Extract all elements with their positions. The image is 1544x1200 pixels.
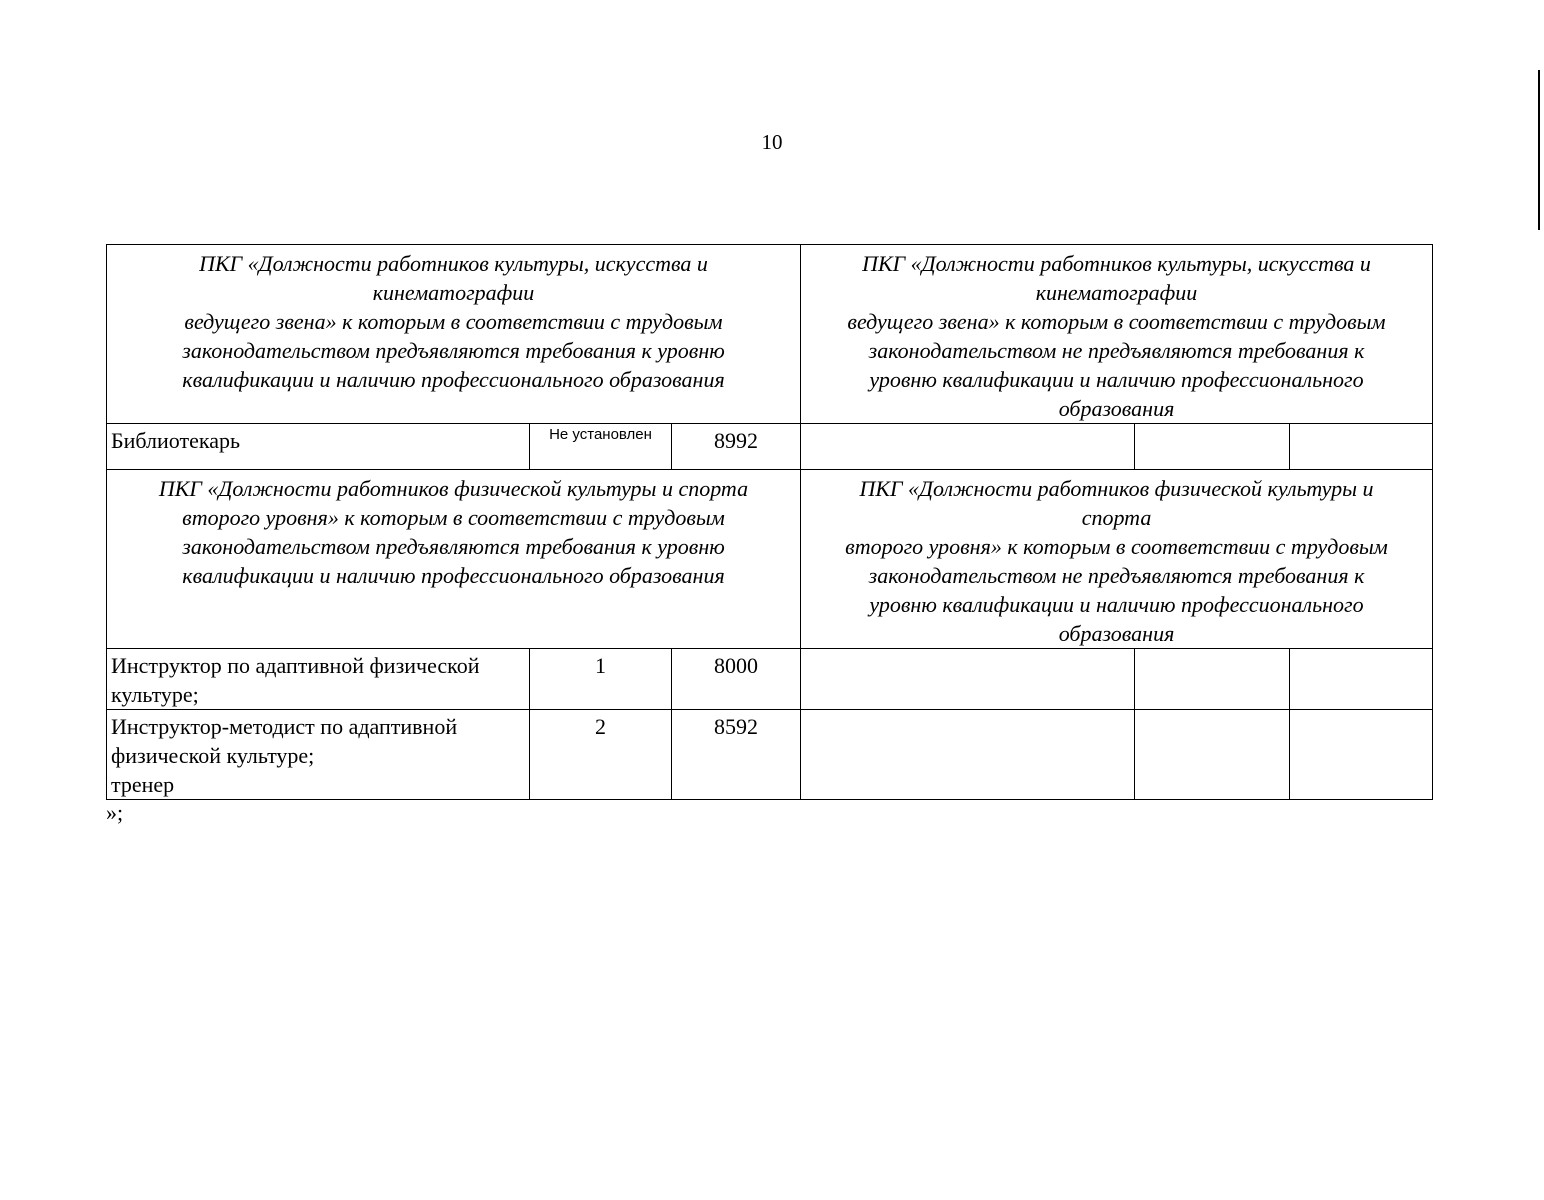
- scan-edge-line: [1538, 70, 1540, 230]
- salary-value: 8992: [714, 428, 758, 453]
- group-header-right: [801, 470, 1433, 649]
- qualification-level-cell: [530, 710, 672, 800]
- empty-cell: [1135, 710, 1290, 800]
- empty-cell: [1135, 424, 1290, 470]
- qualification-level-cell: [530, 424, 672, 470]
- group-header-row: [107, 245, 1433, 424]
- table-row: [107, 710, 1433, 800]
- qualification-level: 2: [595, 714, 606, 739]
- empty-cell: [801, 710, 1135, 800]
- qualification-level-cell: [530, 649, 672, 710]
- group-header-row: [107, 470, 1433, 649]
- group-header-left-text: ПКГ «Должности работников культуры, искусства и кинематографии ведущего звена» к которым в соответствии с трудовым законодательством предъявляются требования к уровню квалификации и наличию профессионального образования: [182, 251, 725, 392]
- closing-quote-mark: »;: [106, 800, 124, 825]
- table-row: [107, 424, 1433, 470]
- empty-cell: [1290, 710, 1433, 800]
- group-header-right-text: ПКГ «Должности работников физической культуры и спорта второго уровня» к которым в соответствии с трудовым законодательством не предъявляются требования к уровню квалификации и наличию профессионального образования: [845, 476, 1388, 646]
- salary-cell: [672, 710, 801, 800]
- empty-cell: [801, 424, 1135, 470]
- position-name: Библиотекарь: [111, 428, 241, 453]
- position-name-cell: [107, 649, 530, 710]
- group-header-left-text: ПКГ «Должности работников физической культуры и спорта второго уровня» к которым в соответствии с трудовым законодательством предъявляются требования к уровню квалификации и наличию профессионального образования: [158, 476, 749, 588]
- salary-value: 8592: [714, 714, 758, 739]
- salary-cell: [672, 649, 801, 710]
- group-header-right: [801, 245, 1433, 424]
- page-number: 10: [761, 130, 783, 154]
- position-name: Инструктор по адаптивной физической культуре;: [111, 653, 480, 707]
- salary-cell: [672, 424, 801, 470]
- empty-cell: [1290, 649, 1433, 710]
- position-name: Инструктор-методист по адаптивной физической культуре; тренер: [111, 714, 458, 797]
- position-name-cell: [107, 710, 530, 800]
- empty-cell: [1290, 424, 1433, 470]
- empty-cell: [1135, 649, 1290, 710]
- qualification-level: 1: [595, 653, 606, 678]
- salary-table: [106, 244, 1433, 800]
- group-header-left: [107, 470, 801, 649]
- group-header-left: [107, 245, 801, 424]
- table-row: [107, 649, 1433, 710]
- empty-cell: [801, 649, 1135, 710]
- qualification-level: Не установлен: [549, 426, 652, 443]
- salary-value: 8000: [714, 653, 758, 678]
- group-header-right-text: ПКГ «Должности работников культуры, искусства и кинематографии ведущего звена» к которым в соответствии с трудовым законодательством не предъявляются требования к уровню квалификации и наличию профессионального образования: [847, 251, 1386, 421]
- position-name-cell: [107, 424, 530, 470]
